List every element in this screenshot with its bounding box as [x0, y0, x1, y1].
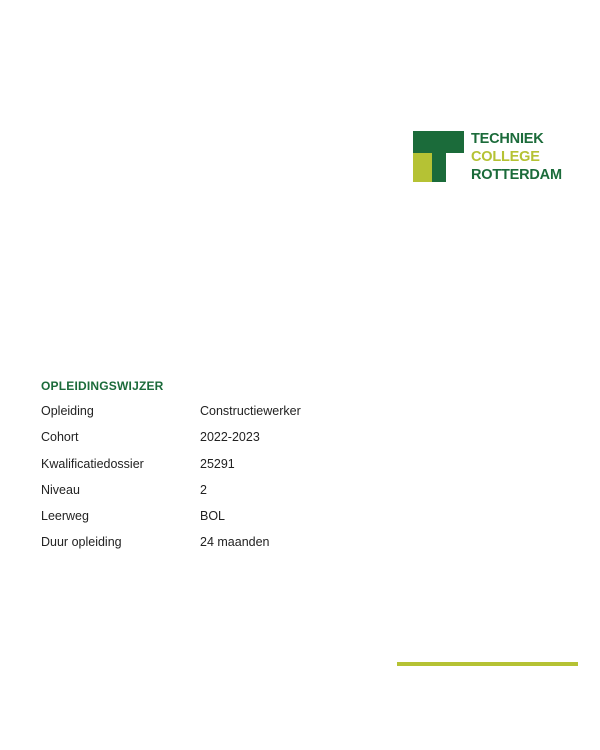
- info-value: 24 maanden: [200, 535, 270, 550]
- logo-text-line-1: TECHNIEK: [471, 131, 544, 147]
- info-label: Niveau: [41, 482, 80, 497]
- info-value: 2: [200, 482, 207, 497]
- logo-text-line-3: ROTTERDAM: [471, 167, 562, 183]
- logo-mark-right-block: [446, 153, 464, 182]
- logo-text-line-2: COLLEGE: [471, 149, 540, 165]
- info-value: BOL: [200, 509, 226, 524]
- logo-mark-top: [413, 131, 464, 153]
- logo-text: [471, 130, 562, 184]
- document-title: OPLEIDINGSWIJZER: [41, 379, 164, 393]
- info-value: 2022-2023: [200, 430, 260, 445]
- logo-mark: [413, 131, 464, 182]
- accent-bar: [397, 662, 578, 666]
- info-label: Duur opleiding: [41, 535, 122, 550]
- info-label: Cohort: [41, 430, 79, 445]
- logo-mark-stem: [432, 153, 446, 182]
- info-label: Kwalificatiedossier: [41, 456, 144, 471]
- info-value: 25291: [200, 456, 235, 471]
- logo: [413, 131, 563, 183]
- info-label: Opleiding: [41, 404, 94, 418]
- logo-mark-left-block: [413, 153, 432, 182]
- info-label: Leerweg: [41, 509, 89, 524]
- info-value: Constructiewerker: [200, 404, 301, 418]
